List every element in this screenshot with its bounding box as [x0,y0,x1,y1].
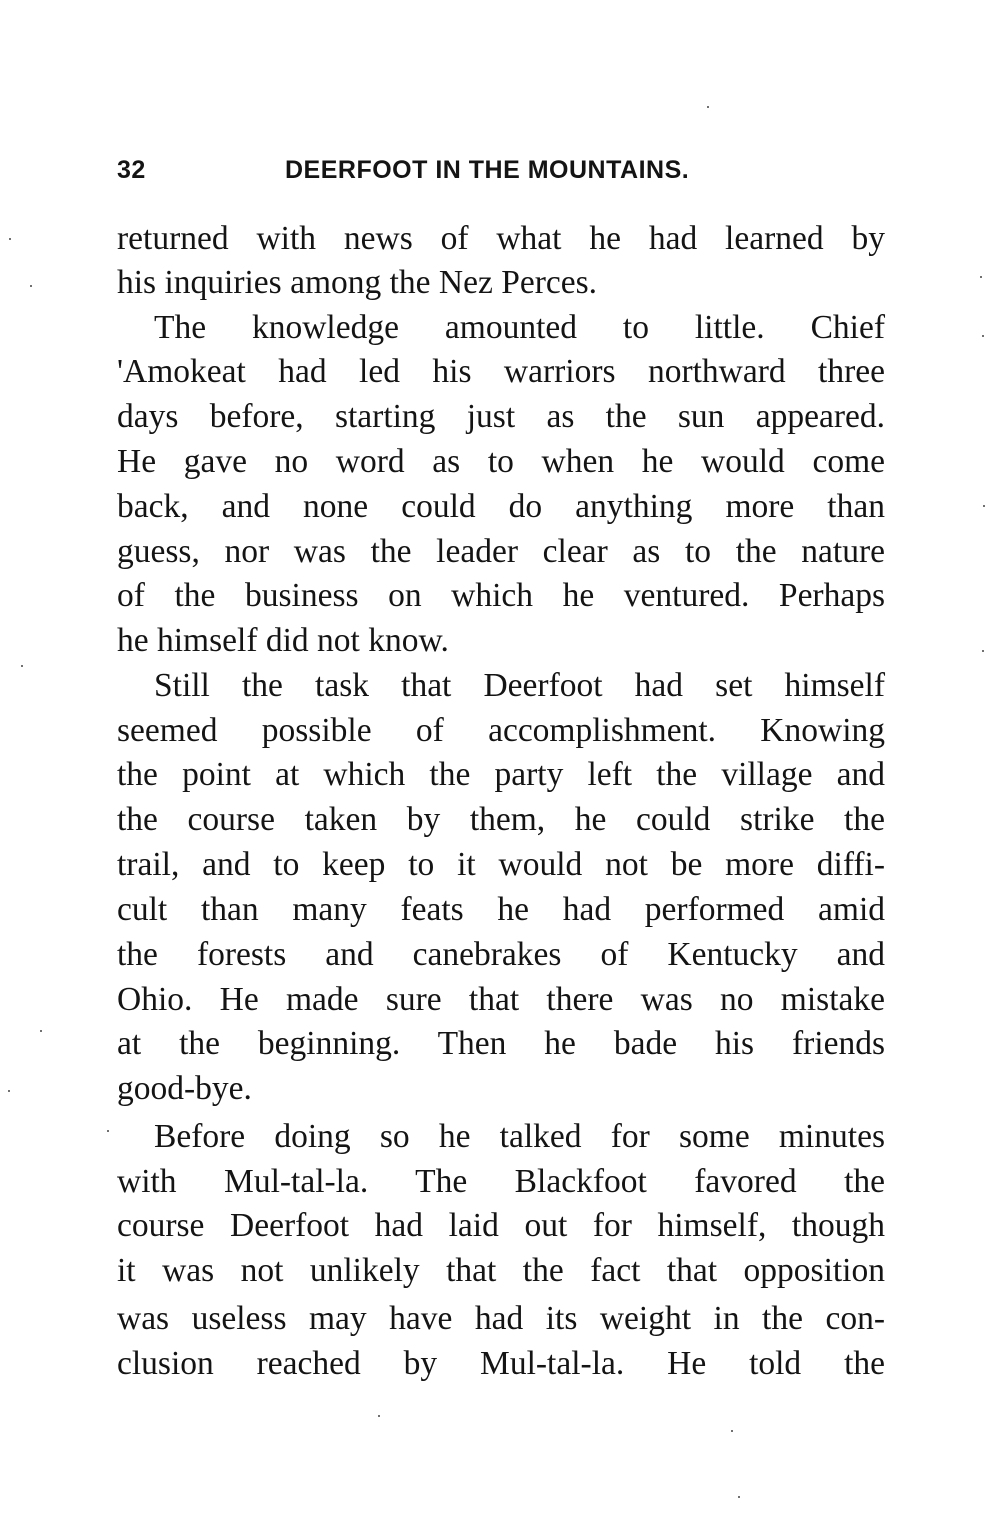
text-line: days before, starting just as the sun appeared. [117,398,885,435]
scan-speck [8,1090,10,1092]
text-line: was useless may have had its weight in the con- [117,1300,885,1337]
text-line: his inquiries among the Nez Perces. [117,264,598,301]
text-line: at the beginning. Then he bade his friends [117,1025,885,1062]
scan-speck [731,1430,733,1432]
text-line: clusion reached by Mul-tal-la. He told the [117,1345,885,1382]
text-line: the course taken by them, he could strike the [117,801,885,838]
running-head [117,150,777,194]
text-line: he himself did not know. [117,622,449,659]
text-line: guess, nor was the leader clear as to the nature [117,533,885,570]
text-line: seemed possible of accomplishment. Knowing [117,712,885,749]
text-line: He gave no word as to when he would come [117,443,885,480]
scan-speck [40,1030,42,1032]
text-line: The knowledge amounted to little. Chief [154,309,885,346]
text-line: cult than many feats he had performed amid [117,891,885,928]
text-line: it was not unlikely that the fact that opposition [117,1252,885,1289]
text-line: Before doing so he talked for some minutes [154,1118,885,1155]
scan-speck [378,1415,380,1417]
text-line: of the business on which he ventured. Perhaps [117,577,885,614]
scan-speck [707,106,709,108]
text-line: 'Amokeat had led his warriors northward three [117,353,885,390]
text-line: trail, and to keep to it would not be more diffi- [117,846,885,883]
text-line: returned with news of what he had learned by [117,220,885,257]
scan-speck [21,665,23,667]
text-line: Still the task that Deerfoot had set himself [154,667,885,704]
scan-speck [30,285,32,287]
text-line: the point at which the party left the village and [117,756,885,793]
running-title: DEERFOOT IN THE MOUNTAINS. [285,156,690,184]
page-number: 32 [117,156,146,184]
scan-speck [982,650,984,652]
scan-speck [983,505,985,507]
text-line: Ohio. He made sure that there was no mistake [117,981,885,1018]
text-line: back, and none could do anything more than [117,488,885,525]
text-line: good-bye. [117,1070,252,1107]
scan-speck [107,1130,109,1132]
text-line: course Deerfoot had laid out for himself, though [117,1207,885,1244]
scan-speck [982,335,984,337]
text-line: with Mul-tal-la. The Blackfoot favored the [117,1163,885,1200]
scan-speck [9,238,11,240]
text-line: the forests and canebrakes of Kentucky and [117,936,885,973]
scan-speck [738,1496,740,1498]
scan-speck [980,276,982,278]
